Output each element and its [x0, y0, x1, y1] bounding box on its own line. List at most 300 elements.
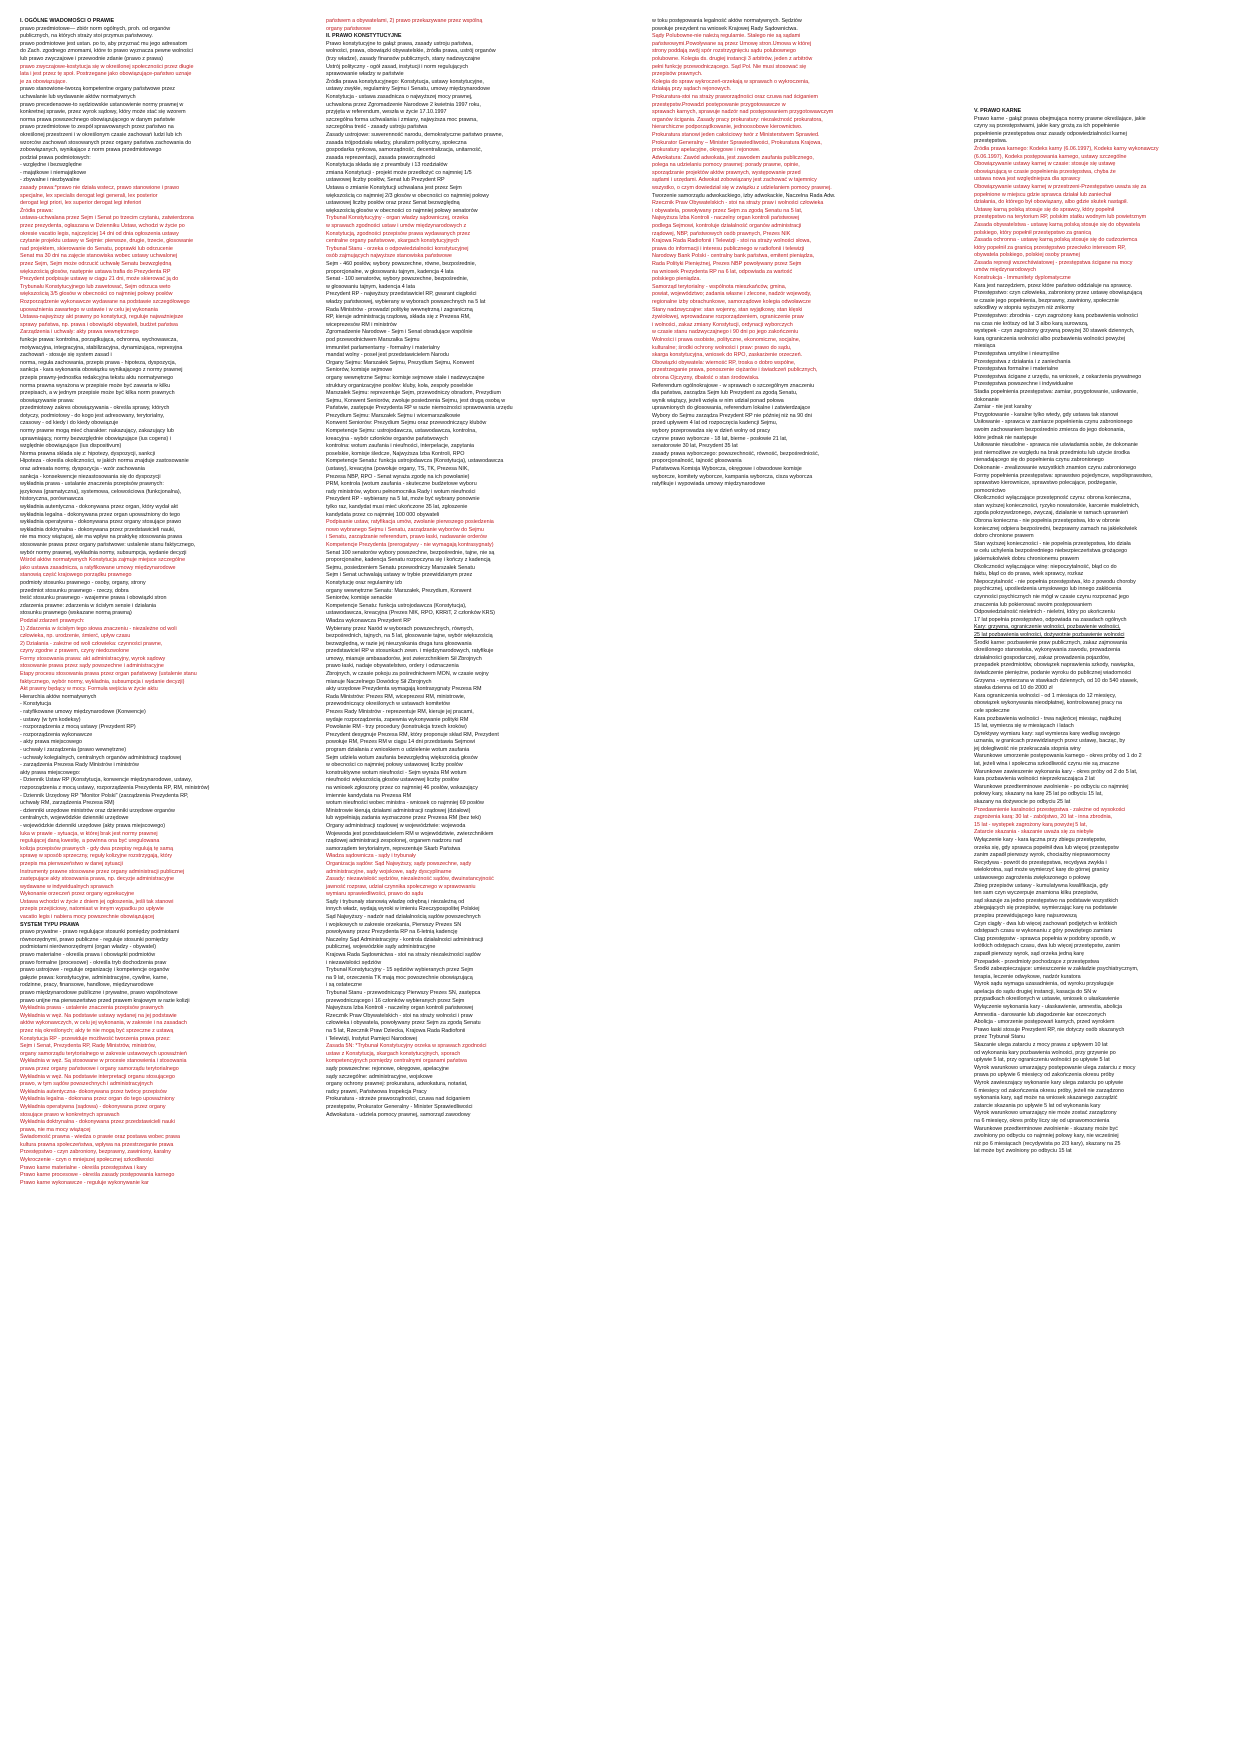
text-line: bezwzględną, w razie jej nieuzyskania druga tura głosowania — [326, 640, 472, 647]
text-line: prawo ustrojowe - reguluje organizację i kompetencje organów — [20, 967, 170, 974]
text-line: pomocnictwo — [974, 487, 1006, 494]
text-line: Prawo karne wykonawcze - reguluje wykonywanie kar — [20, 1179, 149, 1186]
text-line: uznania, w granicach przewidzianych przez ustawę, bacząc, by — [974, 738, 1126, 745]
text-line: Wybory do Sejmu zarządza Prezydent RP nie później niż na 90 dni — [652, 412, 812, 419]
text-line: przestępstw, Prokurator Generalny - Minister Sprawiedliwości — [326, 1103, 473, 1110]
text-line: psychicznej, upośledzenia umysłowego lub innego zakłócenia — [974, 586, 1122, 593]
text-line: Rada Ministrów: Prezes RM, wiceprezesi RM, ministrowie, — [326, 693, 466, 700]
text-line: akty prawa miejscowego: — [20, 769, 81, 776]
text-line: zasada trójpodziału władzy, pluralizm polityczny, społeczna — [326, 139, 467, 146]
text-line: Sądy Polubowne-nie należą regularnie. Stałego nie są sądami — [652, 33, 801, 40]
text-line: i obywatela, powoływany przez Sejm za zgodą Senatu na 5 lat, — [652, 207, 803, 214]
text-line: Ustawę karną polską stosuje się do sprawcy, który popełnił — [974, 206, 1115, 213]
text-line: Warunkowe przedterminowe zwolnienie - skazany może być — [974, 1125, 1118, 1132]
text-line: podlega Sejmowi, kontroluje działalność organów administracji — [652, 223, 802, 230]
text-line: publicznej, wojewódzkie sądy administracyjne — [326, 944, 436, 951]
text-line: Konstytucja RP - przewiduje możliwość tworzenia prawa przez: — [20, 1035, 171, 1042]
text-line: Referendum ogólnokrajowe - w sprawach o szczególnym znaczeniu — [652, 382, 815, 389]
text-line: ustawa-uchwalana przez Sejm i Senat po trzecim czytaniu, zatwierdzona — [20, 215, 194, 222]
text-line: występek - czyn zagrożony grzywną powyżej 30 stawek dziennych, — [974, 328, 1135, 335]
text-line: Wykładnia prawa - ustalenie znaczenia przepisów prawnych — [20, 1005, 164, 1012]
text-line: człowieka, np. urodzenie, śmierć, upływ czasu — [20, 633, 131, 640]
text-line: 6 miesięcy od zakończenia okresu próby, jeżeli nie zarządzono — [974, 1087, 1125, 1094]
text-line: przepis ma pierwszeństwo w danej sytuacji — [20, 860, 123, 867]
text-line: lub wypełniają zadania wyznaczone przez Prezesa RM (bez teki) — [326, 815, 481, 822]
text-line: Środki karne: pozbawienie praw publicznych, zakaz zajmowania — [974, 639, 1128, 646]
text-line: i Senatu, zarządzanie referendum, prawo łaski, nadawanie orderów — [326, 534, 487, 541]
text-line: Prezydent desygnuje Prezesa RM, który proponuje skład RM, Prezydent — [326, 731, 499, 738]
text-line: przepadek przedmiotów, obowiązek naprawienia szkody, nawiązka, — [974, 662, 1135, 669]
text-line: ratyfikuje i wypowiada umowy międzynarodowe — [652, 481, 766, 488]
text-line: uchwalona przez Zgromadzenie Narodowe 2 kwietnia 1997 roku, — [326, 101, 481, 108]
text-line: prawa, nie ma mocy wiążącej — [20, 1126, 91, 1133]
text-line: Obowiązywanie ustawy karnej w przestrzeni-Przestępstwo uważa się za — [974, 183, 1147, 190]
text-line: Prokuratura-stoi na straży praworządności oraz czuwa nad ściganiem — [652, 93, 818, 100]
text-line: ten sam czyn wyczerpuje znamiona kilku przepisów, — [974, 890, 1099, 897]
text-line: Konstytucja składa się z preambuły i 13 rozdziałów — [326, 162, 448, 169]
text-line: Dokonanie - zrealizowanie wszystkich znamion czynu zabronionego — [974, 464, 1137, 471]
text-line: kontrolna: wotum zaufania i nieufności, interpelacje, zapytania — [326, 443, 475, 450]
text-line: Instrumenty prawne stosowane przez organy administracji publicznej — [20, 868, 185, 875]
text-line: mandat wolny - poseł jest przedstawicielem Narodu — [326, 352, 449, 359]
text-line: 1) Zdarzenia w ścisłym tego słowa znaczeniu - niezależne od woli — [20, 625, 177, 632]
text-line: sąd skazuje za jedno przestępstwo na podstawie wszystkich — [974, 897, 1119, 904]
text-line: i Telewizji, Instytut Pamięci Narodowej — [326, 1035, 417, 1042]
text-line: Przestępstwo: czyn człowieka, zabroniony przez ustawę obowiązującą — [974, 290, 1143, 297]
text-line: treść stosunku prawnego - wzajemne prawa i obowiązki stron — [20, 595, 167, 602]
text-line: Państwie, zastępuje Prezydenta RP w razie niemożności sprawowania urzędu — [326, 405, 513, 412]
text-line: Konstrukcja - Immunitety dyplomatyczne — [974, 275, 1071, 282]
text-line: Adwokatura - udziela pomocy prawnej, samorząd zawodowy — [326, 1111, 471, 1118]
text-line: Ustrój polityczny - ogół zasad, instytucji i norm regulujących — [326, 63, 469, 70]
text-line: na wniosek Prezydenta RP na 6 lat, odpowiada za wartość — [652, 268, 793, 275]
text-line: Rzecznik Praw Obywatelskich - stoi na straży praw i wolności człowieka — [652, 200, 824, 207]
text-line: Podział zdarzeń prawnych: — [20, 617, 85, 624]
text-line: w celu uchylenia bezpośredniego niebezpieczeństwa grożącego — [974, 548, 1128, 555]
text-line: stawka dzienna od 10 do 2000 zł — [974, 685, 1053, 692]
text-line: podmioty stosunku prawnego - osoby, organy, strony — [20, 579, 146, 586]
text-line: przedmiotowy zakres obowiązywania - określa sprawy, których — [20, 405, 170, 412]
text-line: zasady prawa wyborczego: powszechność, równość, bezpośredniość, — [652, 450, 820, 457]
text-line: Wolności i prawa osobiste, polityczne, ekonomiczne, socjalne, — [652, 336, 801, 343]
text-line: i niezawisłości sędziów — [326, 959, 382, 966]
text-line: Przestępstwo - czyn zabroniony, bezprawny, zawiniony, karalny — [20, 1149, 172, 1156]
text-line: zastępujące akty stosowania prawa, np. decyzje administracyjne — [20, 876, 175, 883]
text-line: centralnych, wojewódzkie dzienniki urzędowe — [20, 815, 129, 822]
section-heading: V. PRAWO KARNE — [974, 108, 1022, 114]
text-line: ustawowej liczby posłów oraz przez Senat bezwzględną — [326, 200, 460, 207]
text-line: na 5 lat, Rzecznik Praw Dziecka, Krajowa Rada Radiofonii — [326, 1027, 466, 1034]
text-line: - zbywalne i niezbywalne — [20, 177, 80, 184]
text-line: Przedawnienie karalności przestępstwa - zależne od wysokości — [974, 806, 1126, 813]
text-line: w czasie jego popełnienia, bezprawny, zawiniony, społecznie — [974, 297, 1119, 304]
text-line: powiat, województwo; zadania własne i zlecone, nadzór wojewody, — [652, 291, 812, 298]
text-line: Kara ograniczenia wolności - od 1 miesiąca do 12 miesięcy, — [974, 692, 1117, 699]
text-line: podmiotami nierównorzędnymi (organ władzy - obywatel) — [20, 944, 157, 951]
text-line: prawa po upływie 6 miesięcy od zakończenia okresu próby — [974, 1072, 1115, 1079]
text-line: Wyrok sądu wymaga uzasadnienia, od wyroku przysługuje — [974, 981, 1114, 988]
text-line: kompetencyjnych pomiędzy centralnymi organami państwa — [326, 1058, 467, 1065]
text-line: Wyrok zawieszający wykonanie kary ulega zatarciu po upływie — [974, 1080, 1124, 1086]
text-line: uprawnionych do głosowania, referendum lokalne i zatwierdzające — [652, 405, 811, 412]
text-line: Sejmu, posiedzeniem Senatu przewodniczy Marszałek Senatu — [326, 564, 475, 571]
text-line: stanowią część krajowego porządku prawnego — [20, 572, 132, 579]
text-line: upoważnienia zawartego w ustawie i w celu jej wykonania — [20, 306, 158, 313]
text-line: polega na udzielaniu pomocy prawnej: porady prawne, opinie, — [652, 162, 800, 169]
text-line: Naczelny Sąd Administracyjny - kontrola działalności administracji — [326, 936, 483, 943]
text-line: Trybunał Konstytucyjny - 15 sędziów wybieranych przez Sejm — [326, 967, 474, 974]
text-line: popełnione w miejscu gdzie sprawca działał lub zaniechał — [974, 191, 1112, 198]
text-line: Etapy procesu stosowania prawa przez organ państwowy (ustalenie stanu — [20, 671, 197, 678]
text-line: motywacyjna, integracyjna, stabilizacyjna, dynamizująca, represyjna — [20, 344, 183, 351]
text-line: Konstytucją, zgodności przepisów prawa wydawanych przez — [326, 230, 471, 237]
text-line: działania, do którego był obowiązany, albo gdzie skutek nastąpił. — [974, 199, 1128, 206]
text-line: - Dziennik Urzędowy RP "Monitor Polski" (zarządzenia Prezydenta RP, — [20, 792, 189, 799]
text-line: samorządem terytorialnym, reprezentuje Skarb Państwa — [326, 845, 461, 852]
text-line: wykładnia doktrynalna - dokonywana przez przedstawicieli nauki, — [20, 526, 176, 533]
text-line: Kompetencje Sejmu: ustrojodawcza, ustawodawcza, kontrolna, — [326, 428, 477, 435]
text-line: przez Trybunał Stanu — [974, 1034, 1025, 1041]
text-line: przepisu przewidującego karę najsurowszą — [974, 912, 1077, 919]
text-line: polskiego pieniądza. — [652, 276, 701, 283]
text-line: aktów wykonawczych, w celu jej wykonania, w zakresie i na zasadach — [20, 1020, 187, 1027]
text-line: proporcjonalne, w głosowaniu tajnym, kadencja 4 lata — [326, 268, 454, 275]
text-line: oraz adresata normy, dyspozycja - wzór zachowania — [20, 466, 145, 473]
text-line: Konstytucję oraz regulaminy izb — [326, 579, 403, 586]
text-line: Organy administracji rządowej w województwie: wojewoda — [326, 822, 466, 829]
text-line: wykładnia operatywna - dokonywana przez organy stosujące prawo — [20, 519, 182, 526]
text-line: wydaje rozporządzenia, zapewnia wykonywanie polityki RM — [326, 716, 469, 723]
text-line: który popełnił za granicą przestępstwo przeciwko interesom RP, — [974, 244, 1126, 251]
text-line: wyborcze, komitety wyborcze, kampania wyborcza, cisza wyborcza — [652, 473, 813, 480]
text-line: innych władz, wydają wyroki w imieniu Rzeczypospolitej Polskiej — [326, 906, 480, 913]
text-line: organy wewnętrzne Sejmu: komisje sejmowe stałe i nadzwyczajne — [326, 374, 485, 381]
text-line: pełni funkcję przewodniczącego. Sąd Pol. Nie musi stosować się — [652, 63, 807, 70]
text-line: uchwały RM, zarządzenia Prezesa RM) — [20, 800, 115, 807]
text-line: przez nią określonych; akty te nie mogą być sprzeczne z ustawą — [20, 1027, 174, 1034]
text-line: względnie obowiązujące (ius dispositivum) — [20, 443, 122, 450]
text-line: prawo formalne (procesowe) - określa tryb dochodzenia praw — [20, 959, 167, 966]
text-line: - majątkowe i niemajątkowe — [20, 169, 87, 176]
text-line: od wykonania kary pozbawienia wolności, przy grzywnie po — [974, 1049, 1116, 1056]
text-line: Prawo łaski stosuje Prezydent RP, nie dotyczy osób skazanych — [974, 1026, 1125, 1033]
text-line: Prokuratura stanowi jeden całościowy twór z Ministerstwem Sprawied. — [652, 131, 820, 138]
text-line: prawo unijne ma pierwszeństwo przed prawem krajowym w razie kolizji — [20, 997, 190, 1004]
text-line: czyny zgodne z prawem, czyny niedozwolone — [20, 648, 130, 655]
text-line: organy państwowe — [326, 25, 371, 32]
text-line: miesiąca — [974, 343, 996, 350]
text-line: Ciąg przestępstw - sprawca popełnia w podobny sposób, w — [974, 935, 1116, 942]
text-line: Zbieg przepisów ustawy - kumulatywna kwalifikacja, gdy — [974, 882, 1109, 889]
text-line: apelacja do sądu drugiej instancji, kasacja do SN w — [974, 988, 1097, 995]
text-line: Skazanie ulega zatarciu z mocy prawa z upływem 10 lat — [974, 1042, 1108, 1049]
text-line: niż po 6 miesiącach (recydywista po 2/3 kary), skazany na 25 — [974, 1140, 1121, 1147]
text-line: - Konstytucja — [20, 701, 52, 708]
text-line: - akty prawa miejscowego — [20, 739, 83, 746]
text-line: poselskie, komisje śledcze, Najwyższa Izba Kontroli, RPO — [326, 450, 465, 457]
text-line: Okoliczności wyłączające przestępność czynu: obrona konieczna, — [974, 495, 1132, 502]
text-line: krótkich odstępach czasu, dwa lub więcej przestępstw, zanim — [974, 943, 1120, 950]
text-line: wolności, prawa, obowiązki obywatelskie, źródła prawa, ustrój organów — [326, 48, 496, 55]
text-line: Ustawa-najwyższy akt prawny po konstytucji, reguluje najważniejsze — [20, 314, 184, 321]
text-line: je za obowiązujące. — [20, 78, 68, 85]
text-line: RP, kieruje administracją rządową, składa się z Prezesa RM, — [326, 314, 471, 321]
text-line: działalności gospodarczej, zakaz prowadzenia pojazdów, — [974, 654, 1111, 661]
text-line: - względne i bezwzględne — [20, 162, 82, 169]
section-heading: SYSTEM TYPU PRAWA — [20, 921, 80, 928]
text-line: Niepoczytalność - nie popełnia przestępstwa, kto z powodu choroby — [974, 578, 1136, 585]
text-line: Norma prawna składa się z: hipotezy, dyspozycji, sankcji — [20, 450, 156, 457]
text-line: (6.06.1997), Kodeks postępowania karnego, ustawy szczególne — [974, 153, 1127, 160]
text-line: Władza wykonawcza Prezydent RP — [326, 617, 411, 624]
text-line: do Zach. zgodnego zmomami, które to prawo wyznacza pewne wolności — [20, 48, 193, 55]
text-line: Przestępstwa umyślne i nieumyślne — [974, 351, 1060, 357]
text-line: pod przewodnictwem Marszałka Sejmu — [326, 336, 420, 343]
text-line: przepisach, a w jednym przepisie może być kilka norm prawnych — [20, 390, 175, 397]
text-line: radcy prawni, Państwowa Inspekcja Pracy — [326, 1088, 427, 1095]
text-line: Trybunału Konstytucyjnego lub zawetować, Sejm odrzuca weto — [20, 283, 171, 290]
text-line: rządowej, NBP, państwowych osób prawnych, Prezes NIK — [652, 230, 791, 237]
text-line: powołuje prezydent na wniosek Krajowej Rady Sądownictwa. — [652, 25, 798, 32]
text-line: przez Sejm, Sejm może odrzucić uchwałę Senatu bezwzględną — [20, 261, 172, 267]
text-line: PRM, kontrola (wotum zaufania - skuteczne budżetowe wyboru — [326, 481, 477, 488]
text-line: norma prawna wyrażona w przepisie może być zawarta w kilku — [20, 382, 171, 389]
text-line: prawo podmiotowe jest ustan. po to, aby przyznać mu jego adresatom — [20, 40, 188, 47]
text-line: żywiołowej, wprowadzane rozporządzeniem, ograniczenie praw — [652, 314, 804, 321]
text-line: kara pozbawienia wolności nieprzekraczająca 2 lat — [974, 776, 1095, 783]
text-line: przedmiot stosunku prawnego - rzeczy, dobra — [20, 587, 129, 594]
text-line: Kompetencje Senatu: funkcja ustrojodawcza (Konstytucja), ustawodawcza — [326, 458, 504, 465]
text-line: Sejm i Senat uchwalają ustawy w trybie przewidzianym przez — [326, 572, 473, 579]
text-line: Marszałek Sejmu: reprezentuje Sejm, przewodniczy obradom, Prezydium — [326, 390, 501, 397]
text-line: Prezydent podpisuje ustawę w ciągu 21 dni, może skierować ją do — [20, 276, 179, 283]
text-line: prokuratury apelacyjne, okręgowe i rejonowe. — [652, 147, 761, 154]
text-line: Prawo karne - gałąź prawa obejmująca normy prawne określające, jakie — [974, 115, 1146, 122]
text-line: regionalne izby obrachunkowe, samorządowe kolegia odwoławcze — [652, 298, 811, 305]
text-line: szczególna forma uchwalania i zmiany, najwyższa moc prawna, — [326, 116, 478, 123]
text-line: historyczna, porównawcza — [20, 496, 84, 503]
text-line: faktycznego, wybór normy, wykładnia, subsumpcja i wydanie decyzji) — [20, 678, 185, 685]
text-line: kreacyjna - wybór członków organów państwowych — [326, 435, 448, 442]
text-line: rodzinne, pracy, finansowe, handlowe, międzynarodowe — [20, 982, 154, 989]
text-line: luka w prawie - sytuacja, w której brak jest normy prawnej — [20, 830, 158, 837]
text-line: prawo precedensowe-to sędziowskie ustanowienie normy prawnej w — [20, 101, 184, 108]
text-line: Zasada ochronna - ustawę karną polską stosuje się do cudzoziemca — [974, 237, 1138, 244]
text-line: Prezydent RP - najwyższy przedstawiciel RP, gwarant ciągłości — [326, 291, 477, 298]
text-line: Sąd Najwyższy - nadzór nad działalnością sądów powszechnych — [326, 914, 481, 921]
text-line: Kary: grzywna, ograniczenie wolności, pozbawienie wolności, — [974, 624, 1121, 631]
text-line: Stan wyższej konieczności - nie popełnia przestępstwa, kto działa — [974, 540, 1131, 547]
text-line: polubowne. Kolegia ds. drugiej instancji 3 arbitrów, jeden z arbitrów — [652, 55, 813, 62]
text-line: Sejm i Senat, Prezydenta RP, Radę Ministrów, ministrów, — [20, 1043, 156, 1050]
text-line: - ustawy (w tym kodeksy) — [20, 716, 81, 723]
text-line: - Dziennik Ustaw RP (Konstytucja, konwencje międzynarodowe, ustawy, — [20, 777, 193, 784]
text-line: w czasie stanu nadzwyczajnego i 90 dni po jego zakończeniu — [652, 329, 799, 336]
text-line: przepis prawny-jednostka redakcyjna tekstu aktu normatywnego — [20, 374, 174, 381]
text-line: Wykonanie orzeczeń przez organy egzekucyjne — [20, 891, 135, 898]
text-line: kultura prawna społeczeństwa, wpływa na przestrzeganie prawa — [20, 1141, 174, 1148]
text-line: jakiemukolwiek dobru chronionemu prawem — [974, 556, 1079, 563]
text-line: w sprawach zgodności ustaw i umów międzynarodowych z — [326, 223, 467, 230]
text-line: Wykładnia legalna - dokonana przez organ do tego upoważniony — [20, 1096, 175, 1103]
text-line: Rada Ministrów - prowadzi politykę wewnętrzną i zagraniczną — [326, 306, 473, 313]
text-line: Hierarchia aktów normatywnych — [20, 693, 97, 700]
text-line: Wykładnia doktrynalna - dokonywana przez przedstawicieli nauki — [20, 1119, 175, 1126]
text-line: Wyrok warunkowo umarzający postępowanie ulega zatarciu z mocy — [974, 1064, 1136, 1071]
text-line: Rozporządzenie wykonawcze wydawane na podstawie szczegółowego — [20, 298, 190, 305]
text-line: skarga konstytucyjna, wniosek do RPO, zaskarżenie orzeczeń. — [652, 352, 803, 359]
text-line: Zgromadzenie Narodowe - Sejm i Senat obradujące wspólnie — [326, 329, 473, 336]
text-line: cele społeczne — [974, 707, 1010, 714]
text-line: rady ministrów, wyboru pełnomocnika Rady i wotum nieufności — [326, 488, 476, 495]
text-line: ustawy zwykłe, regulaminy Sejmu i Senatu, umowy międzynarodowe — [326, 86, 491, 93]
text-line: prawa do informacji i interesu publicznego w radiofonii i telewizji — [652, 245, 805, 252]
text-line: Wśród aktów normatywnych Konstytucja zajmuje miejsce szczególne — [20, 557, 186, 564]
text-line: zbiegających się przepisów, wymierzając karę na podstawie — [974, 905, 1117, 912]
text-line: Abolicja - umorzenie postępowań karnych, przed wyrokiem — [974, 1019, 1115, 1026]
text-line: Wykładnia operatywna (sądowa) - dokonywana przez organy — [20, 1103, 166, 1110]
text-line: Zasada represji wszechświatowej - przestępstwa ścigane na mocy — [974, 259, 1133, 266]
text-line: sprawstwo kierownicze, sprawstwo polecające, podżeganie, — [974, 480, 1118, 487]
text-line: sprawowanie władzy w państwie — [326, 71, 404, 78]
text-line: wykonania kary, sąd może na wniosek skazanego zarządzić — [974, 1095, 1118, 1102]
text-line: znaczenia lub pokierować swoim postępowaniem — [974, 601, 1092, 608]
text-line: wykładnia legalna - dokonywana przez organ upoważniony do tego — [20, 511, 181, 518]
text-line: nowo wybranego Sejmu i Senatu, zarządzanie wyborów do Sejmu — [326, 526, 484, 533]
text-column-3 — [652, 18, 952, 488]
text-line: szczególna treść - zasady ustroju państwa — [326, 124, 428, 131]
text-line: wszystko, o czym dowiedział się w związku z udzielaniem pomocy prawnej. — [652, 185, 832, 192]
text-line: zwolniony po odbyciu co najmniej połowy kary, nie wcześniej — [974, 1133, 1119, 1140]
text-line: Rzecznik Praw Obywatelskich - stoi na straży wolności i praw — [326, 1012, 473, 1019]
text-line: Prezes Rady Ministrów - reprezentuje RM, kieruje jej pracami, — [326, 709, 474, 716]
text-line: Ustawa o zmianie Konstytucji uchwalana jest przez Sejm — [326, 185, 462, 192]
text-line: wynik wiążący, jeżeli wzięła w nim udział ponad połowa — [652, 397, 784, 404]
text-line: norma prawa powszechnego obowiązującego w danym państwie — [20, 116, 175, 123]
text-line: wotum nieufności wobec ministra - wniosek co najmniej 69 posłów — [326, 800, 484, 807]
text-line: normy prawne mogą mieć charakter: nakazujący, zakazujący lub — [20, 428, 174, 435]
text-line: dokonanie — [974, 396, 999, 403]
text-line: gospodarka rynkowa, samorządność, decentralizacja, unitarność, — [326, 147, 483, 154]
text-line: obywatela polskiego, polskiej osoby prawnej — [974, 252, 1080, 259]
text-line: wzorców zachowań stosowanych przez organy państwa zachowania do — [20, 139, 192, 146]
text-line: czasowy - od kiedy i do kiedy obowiązuje — [20, 420, 119, 427]
text-line: czyny są przestępstwami, jakie kary grożą za ich popełnienie — [974, 123, 1120, 130]
text-line: zdarzenia prawne: zdarzenia w ścisłym sensie i działania — [20, 602, 157, 609]
text-line: Tworzenie samorządu adwokackiego, izby adwokackie, Naczelna Rada Adw. — [652, 192, 836, 199]
text-line: Usiłowanie nieudolne - sprawca nie uświadamia sobie, że dokonanie — [974, 442, 1138, 449]
text-line: Wykładnia w węż. Na podstawie ustawy wydanej na jej podstawie — [20, 1012, 177, 1019]
text-line: Organizacja sądów: Sąd Najwyższy, sądy powszechne, sądy — [326, 860, 472, 867]
text-line: w toku postępowania legalność aktów normatywnych. Sędziów — [652, 18, 802, 24]
text-line: jej dolegliwość nie przekraczała stopnia winy — [974, 745, 1081, 752]
text-line: równorzędnymi, prawo publiczne - reguluje stosunki pomiędzy — [20, 936, 169, 943]
text-line: Trybunał Stanu - orzeka o odpowiedzialności konstytucyjnej — [326, 245, 469, 252]
text-line: proporcjonalne, kadencja Senatu rozpoczyna się i kończy z kadencją — [326, 557, 491, 564]
text-line: Wyłączenie wykonania kary - ułaskawienie, amnestia, abolicja — [974, 1004, 1122, 1011]
text-line: akty urzędowe Prezydenta wymagają kontrasygnaty Prezesa RM — [326, 686, 482, 693]
text-line: Trybunał Konstytucyjny - organ władzy sądowniczej, orzeka — [326, 215, 469, 222]
text-line: Senat - 100 senatorów, wybory powszechne, bezpośrednie, — [326, 276, 469, 283]
text-line: ustaw z Konstytucją, skargach konstytucyjnych, sporach — [326, 1050, 461, 1057]
text-line: program działania z wnioskiem o udzielenie wotum zaufania — [326, 747, 470, 753]
text-line: stosunku prawnego (wskazane normą prawną) — [20, 610, 132, 617]
text-line: prawo międzynarodowe publiczne i prywatne, prawo wspólnotowe — [20, 990, 178, 996]
text-line: Zamiar - nie jest karalny — [974, 404, 1032, 411]
text-line: nienadającego się do popełnienia czynu zabronionego — [974, 457, 1104, 464]
text-line: obowiązywanie prawa: — [20, 397, 75, 404]
text-line: Hipoteza - określa okoliczności, w jakich norma znajduje zastosowanie — [20, 458, 189, 465]
text-line: Prezesa NBP, RPO - Senat wyraża zgodę na ich powołanie) — [326, 473, 470, 480]
text-line: na czas nie krótszy od lat 3 albo karą surowszą, — [974, 320, 1089, 327]
text-line: Wykładnia autentyczna- dokonywana przez twórcę przepisów — [20, 1088, 167, 1095]
text-line: upływie 5 lat, przy ograniczeniu wolności po upływie 5 lat — [974, 1057, 1110, 1064]
text-line: przyjęta w referendum, weszła w życie 17.10.1997 — [326, 109, 447, 116]
text-line: sporządzanie projektów aktów prawnych, występowanie przed — [652, 169, 801, 176]
text-line: - uchwały i zarządzenia (prawo wewnętrzne) — [20, 747, 127, 753]
text-line: organów ścigania. Zasady pracy prokuratury: niezależność prokuratora, — [652, 116, 823, 123]
text-line: rozporządzenia z mocą ustawy, rozporządzenia Prezydenta RP, RM, ministrów) — [20, 784, 210, 791]
text-line: Seniorów, komisje sejmowe — [326, 367, 393, 374]
text-line: zanim zapadł pierwszy wyrok, chociażby nieprawomocny — [974, 852, 1111, 859]
text-line: Trybunał Stanu - przewodniczący Pierwszy Prezes SN, zastępca — [326, 990, 481, 996]
text-line: wykładnia autentyczna - dokonywana przez organ, który wydał akt — [20, 504, 178, 510]
text-line: hierarchiczne podporządkowanie, jednoosobowe kierownictwo. — [652, 124, 803, 131]
text-line: lat, jeżeli wina i społeczna szkodliwość czynu nie są znaczne — [974, 761, 1120, 768]
text-line: i wolności, zakaz zmiany Konstytucji, ordynacji wyborczych — [652, 321, 793, 328]
text-line: bezpośrednich, tajnych, na 5 lat, głosowanie tajne, wybór większością — [326, 633, 493, 640]
text-line: lub prawo zwyczajowe i przewodnie zdanie (prawo z prawa) — [20, 55, 163, 62]
text-line: Okoliczności wyłączające winę: niepoczytalność, błąd co do — [974, 563, 1117, 570]
text-line: zapadł pierwszy wyrok, sąd orzeka jedną karę — [974, 950, 1084, 957]
text-line: Usiłowanie - sprawca w zamiarze popełnienia czynu zabronionego — [974, 419, 1133, 426]
text-line: połowy kary, skazany na karę 25 lat po odbyciu 15 lat, — [974, 791, 1103, 798]
text-line: sądami i urzędami. Adwokat zobowiązany jest zachować w tajemnicy — [652, 177, 817, 184]
text-line: Wybierany przez Naród w wyborach powszechnych, równych, — [326, 625, 474, 632]
text-line: przestępstwo na terytorium RP, polskim statku wodnym lub powietrznym — [974, 214, 1147, 221]
text-line: obowiązującą w czasie popełnienia przestępstwa, chyba że — [974, 168, 1116, 175]
text-line: prawo łaski, nadaje obywatelstwo, ordery i odznaczenia — [326, 663, 459, 670]
text-line: Formy stosowania prawa: akt administracyjny, wyrok sądowy — [20, 655, 166, 662]
text-line: Prokurator Generalny – Minister Sprawiedliwości, Prokuratura Krajowa, — [652, 139, 822, 146]
text-line: prawa przez organy państwowe i organy samorządu terytorialnego — [20, 1065, 179, 1072]
text-line: określonego stanowiska, wykonywania zawodu, prowadzenia — [974, 647, 1121, 654]
text-line: uchwalanie lub wydawanie aktów normatywnych — [20, 93, 136, 100]
text-line: większością głosów, następnie ustawa trafia do Prezydenta RP — [20, 268, 171, 275]
text-line: 15 lat, wymierza się w miesiącach i latach — [974, 723, 1074, 730]
text-line: - rozporządzenia z mocą ustawy (Prezydent RP) — [20, 724, 136, 731]
text-line: stosowanie prawa przez organy państwowe: ustalenie stanu faktycznego, — [20, 541, 196, 548]
text-line: zasada reprezentacji, zasada praworządności — [326, 154, 436, 161]
text-line: - rozporządzenia wykonawcze — [20, 731, 93, 738]
text-line: 17 lat popełnia przestępstwo, odpowiada na zasadach ogólnych — [974, 616, 1127, 623]
text-line: człowieka i obywatela, powoływany przez Sejm za zgodą Senatu — [326, 1020, 481, 1027]
text-line: Senat ma 30 dni na zajęcie stanowiska wobec ustawy uchwalonej — [20, 253, 178, 260]
text-line: prawo przedmiotowe to zespół sprawowanych przez państwo na — [20, 124, 174, 131]
text-line: Krajowa Rada Radiofonii i Telewizji - stoi na straży wolności słowa, — [652, 238, 811, 245]
text-line: Przygotowanie - karalne tylko wtedy, gdy ustawa tak stanowi — [974, 411, 1119, 418]
text-line: prawo, w tym sądów powszechnych i administracyjnych — [20, 1081, 153, 1088]
text-line: jest niemożliwe ze względu na brak przedmiotu lub użycie środka — [974, 449, 1130, 456]
text-line: dobro chronione prawem — [974, 533, 1034, 540]
text-line: - uchwały kolegialnych, centralnych organów administracji rządowej — [20, 754, 182, 761]
text-line: sądy szczególne: administracyjne, wojskowe — [326, 1073, 433, 1080]
text-line: świadczenie pieniężne, podanie wyroku do publicznej wiadomości — [974, 669, 1132, 676]
text-line: czynności psychicznych nie mógł w czasie czynu rozpoznać jego — [974, 594, 1129, 600]
text-line: koniecznej odpiera bezpośredni, bezprawny zamach na jakiekolwiek — [974, 525, 1138, 532]
text-line: zobowiązanych, wynikające z norm prawa przedmiotowego — [20, 147, 162, 154]
text-line: Środki zabezpieczające: umieszczenie w zakładzie psychiatrycznym, — [974, 966, 1139, 973]
